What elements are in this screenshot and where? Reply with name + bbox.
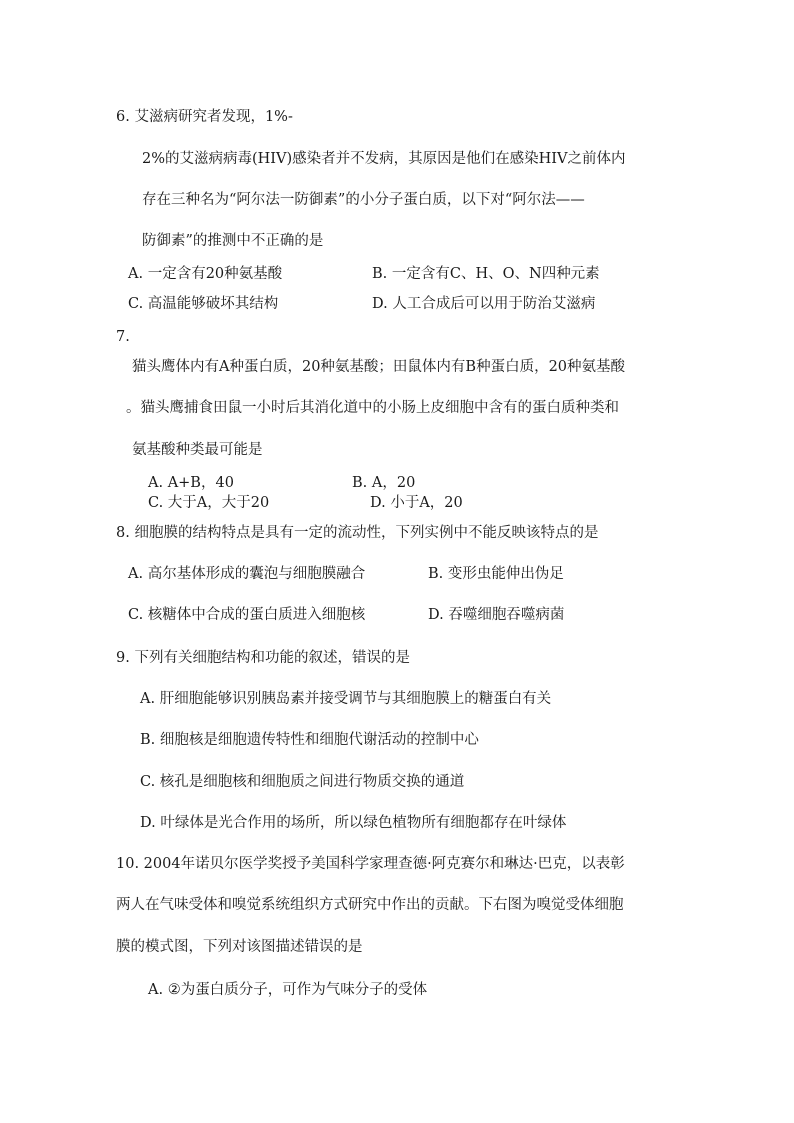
q7-option-c: C. 大于A，大于20	[148, 495, 270, 511]
q6-number-line: 6. 艾滋病研究者发现，1%-	[116, 109, 293, 125]
q6-stem-line-1: 2%的艾滋病病毒(HIV)感染者并不发病，其原因是他们在感染HIV之前体内	[142, 151, 626, 167]
q7-option-b: B. A，20	[352, 475, 416, 491]
q8-stem: 8. 细胞膜的结构特点是具有一定的流动性，下列实例中不能反映该特点的是	[116, 525, 599, 541]
q7-option-d: D. 小于A，20	[370, 495, 463, 511]
q7-number-line: 7.	[116, 329, 130, 345]
q9-option-a: A. 肝细胞能够识别胰岛素并接受调节与其细胞膜上的糖蛋白有关	[140, 691, 552, 707]
q10-option-a: A. ②为蛋白质分子，可作为气味分子的受体	[148, 982, 428, 998]
q6-option-d: D. 人工合成后可以用于防治艾滋病	[372, 296, 596, 312]
q6-stem-line-3: 防御素”的推测中不正确的是	[142, 233, 324, 249]
q7-stem-line-2: 。猫头鹰捕食田鼠一小时后其消化道中的小肠上皮细胞中含有的蛋白质种类和	[126, 400, 619, 416]
q6-option-b: B. 一定含有C、H、O、N四种元素	[372, 266, 600, 282]
q8-option-a: A. 高尔基体形成的囊泡与细胞膜融合	[128, 566, 366, 582]
q10-stem-line-1: 10. 2004年诺贝尔医学奖授予美国科学家理查德·阿克赛尔和琳达·巴克，以表彰	[116, 856, 625, 872]
q7-stem-line-3: 氨基酸种类最可能是	[132, 442, 263, 458]
q9-option-c: C. 核孔是细胞核和细胞质之间进行物质交换的通道	[140, 774, 465, 790]
q6-stem-line-2: 存在三种名为“阿尔法一防御素”的小分子蛋白质，以下对“阿尔法——	[142, 192, 585, 208]
q8-option-b: B. 变形虫能伸出伪足	[428, 566, 564, 582]
q10-stem-line-2: 两人在气味受体和嗅觉系统组织方式研究中作出的贡献。下右图为嗅觉受体细胞	[116, 897, 624, 913]
q6-option-a: A. 一定含有20种氨基酸	[128, 266, 283, 282]
q8-option-d: D. 吞噬细胞吞噬病菌	[428, 607, 565, 623]
q10-stem-line-3: 膜的模式图，下列对该图描述错误的是	[116, 939, 363, 955]
q7-stem-line-1: 猫头鹰体内有A种蛋白质，20种氨基酸；田鼠体内有B种蛋白质，20种氨基酸	[132, 359, 626, 375]
q6-option-c: C. 高温能够破坏其结构	[128, 296, 279, 312]
q7-option-a: A. A+B，40	[148, 475, 234, 491]
q9-option-b: B. 细胞核是细胞遗传特性和细胞代谢活动的控制中心	[140, 732, 479, 748]
q9-option-d: D. 叶绿体是光合作用的场所，所以绿色植物所有细胞都存在叶绿体	[140, 815, 567, 831]
q9-stem: 9. 下列有关细胞结构和功能的叙述，错误的是	[116, 650, 410, 666]
q8-option-c: C. 核糖体中合成的蛋白质进入细胞核	[128, 607, 366, 623]
